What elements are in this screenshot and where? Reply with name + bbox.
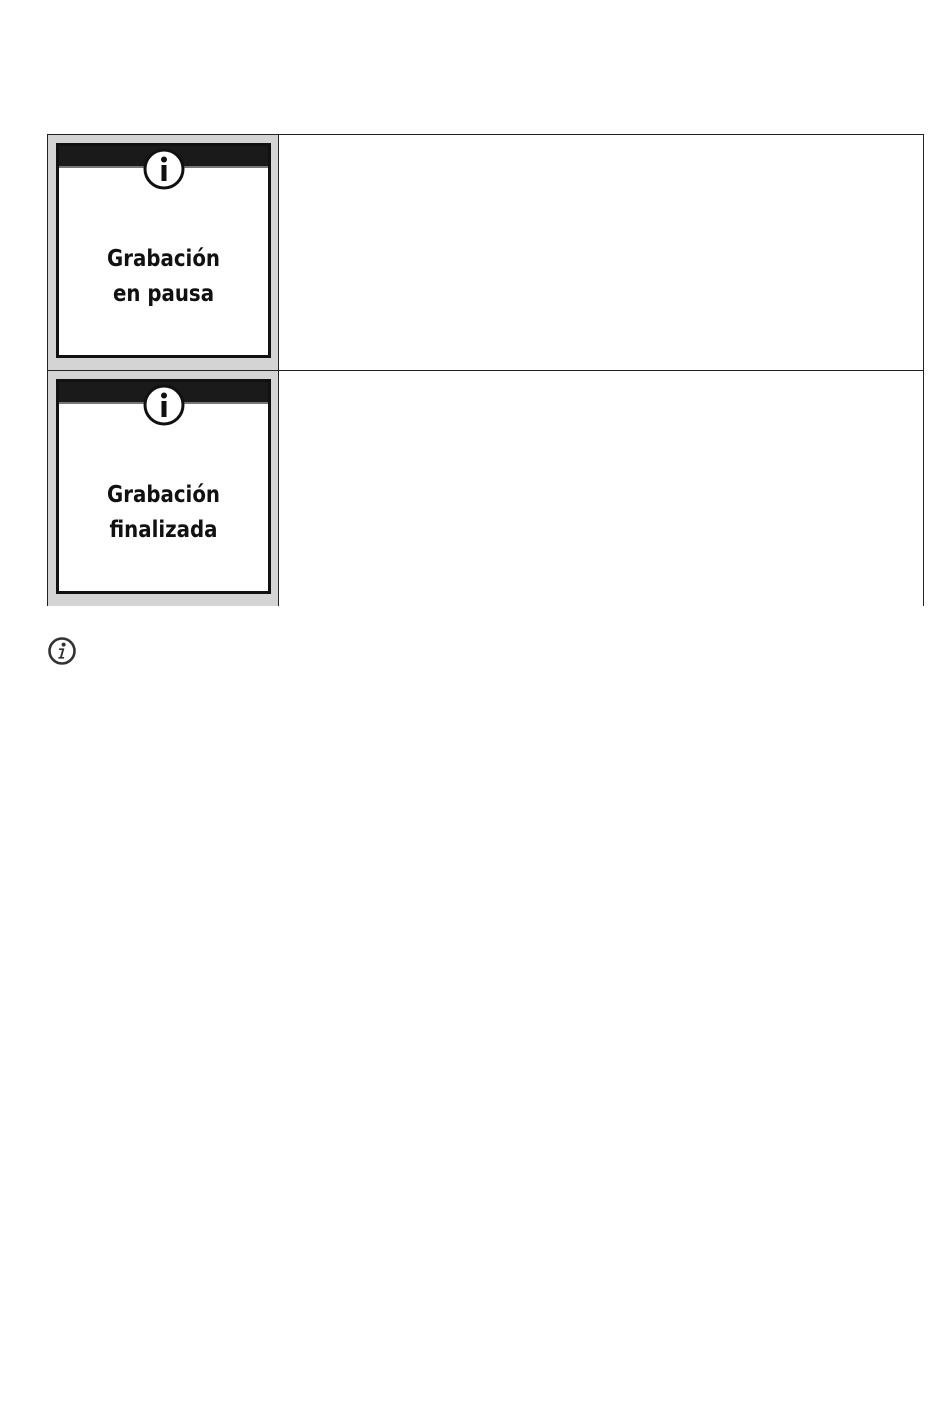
screen-message-line: Grabación [106,482,221,508]
screen-message-line: en pausa [112,281,215,307]
screen-message-line: finalizada [109,517,218,543]
description-cell [279,371,923,606]
info-icon [143,148,185,190]
status-message-table [47,134,924,606]
device-screen-recording-finished [56,379,271,594]
screen-message-line: Grabación [106,246,221,272]
screen-message [74,478,254,548]
table-row [48,370,923,606]
info-icon [143,384,185,426]
info-italic-icon [47,636,77,666]
icon-cell [48,371,279,606]
table-row [48,135,923,370]
icon-cell [48,135,279,370]
description-cell [279,135,923,370]
device-screen-recording-paused [56,143,271,358]
screen-message [74,242,254,312]
